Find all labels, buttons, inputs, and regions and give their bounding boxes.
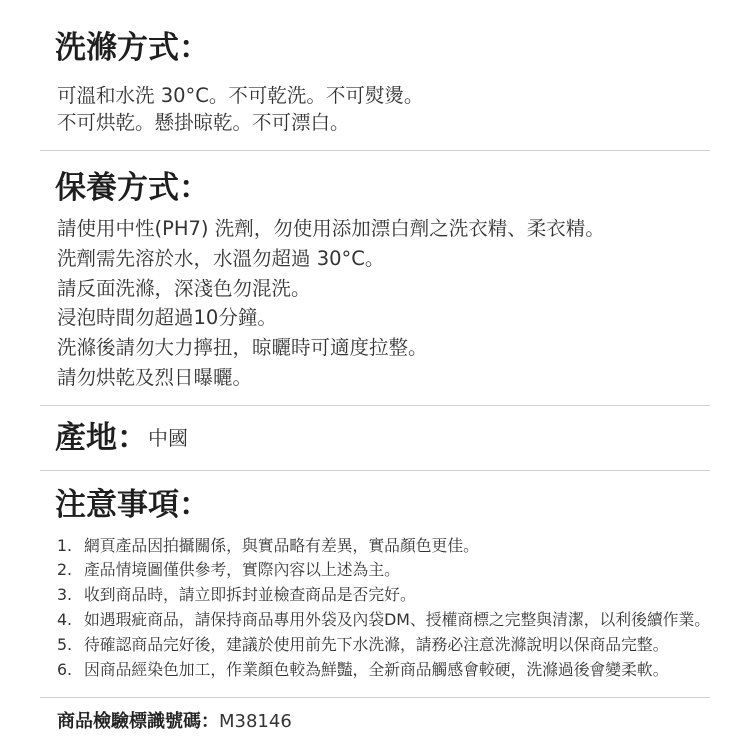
washing-instructions — [57, 82, 423, 136]
care-line: 請勿烘乾及烈日曝曬。 — [57, 365, 253, 389]
care-line: 洗劑需先溶於水，水溫勿超過 30°C。 — [57, 246, 385, 270]
care-line: 浸泡時間勿超過10分鐘。 — [57, 306, 277, 330]
notes-heading: 注意事項： — [55, 487, 210, 523]
list-item-number: 1. — [57, 535, 73, 555]
care-line: 請反面洗滌，深淺色勿混洗。 — [57, 276, 311, 300]
list-item-text: 如遇瑕疵商品，請保持商品專用外袋及內袋DM、授權商標之完整與清潔，以利後續作業。 — [84, 609, 711, 629]
list-item-text: 因商品經染色加工，作業顏色較為鮮豔，全新商品觸感會較硬，洗滌過後會變柔軟。 — [84, 659, 669, 679]
care-instructions — [57, 214, 605, 393]
list-item — [57, 633, 710, 658]
notes-list — [57, 534, 710, 683]
list-item — [57, 608, 710, 633]
washing-heading: 洗滌方式： — [55, 30, 210, 66]
list-item — [57, 534, 710, 559]
care-line: 請使用中性(PH7) 洗劑，勿使用添加漂白劑之洗衣精、柔衣精。 — [57, 217, 605, 240]
list-item-text: 產品情境圖僅供參考，實際內容以上述為主。 — [84, 560, 400, 580]
origin-heading: 產地： — [55, 420, 148, 456]
care-line: 洗滌後請勿大力擰扭，晾曬時可適度拉整。 — [57, 336, 428, 360]
list-item-text: 待確認商品完好後，建議於使用前先下水洗滌，請務必注意洗滌說明以保商品完整。 — [84, 634, 669, 654]
inspection-number — [57, 710, 292, 734]
washing-line: 可溫和水洗 30°C。不可乾洗。不可熨燙。 — [57, 84, 424, 107]
origin-row — [55, 418, 188, 458]
list-item-number: 6. — [57, 659, 73, 679]
list-item — [57, 658, 710, 683]
list-item — [57, 558, 710, 583]
section-divider — [40, 697, 710, 698]
list-item-number: 2. — [57, 560, 73, 580]
list-item-text: 收到商品時，請立即拆封並檢查商品是否完好。 — [84, 585, 416, 605]
list-item-number: 4. — [57, 609, 73, 629]
inspection-label: 商品檢驗標識號碼： — [57, 711, 219, 732]
list-item-text: 網頁產品因拍攝關係，與實品略有差異，實品顏色更佳。 — [84, 535, 479, 555]
inspection-value: M38146 — [219, 711, 292, 732]
care-heading: 保養方式： — [55, 170, 210, 206]
list-item-number: 5. — [57, 634, 73, 654]
section-divider — [40, 470, 710, 471]
washing-line: 不可烘乾。懸掛晾乾。不可漂白。 — [57, 111, 350, 134]
origin-value: 中國 — [148, 426, 188, 450]
section-divider — [40, 150, 710, 151]
section-divider — [40, 405, 710, 406]
list-item-number: 3. — [57, 585, 73, 605]
list-item — [57, 583, 710, 608]
